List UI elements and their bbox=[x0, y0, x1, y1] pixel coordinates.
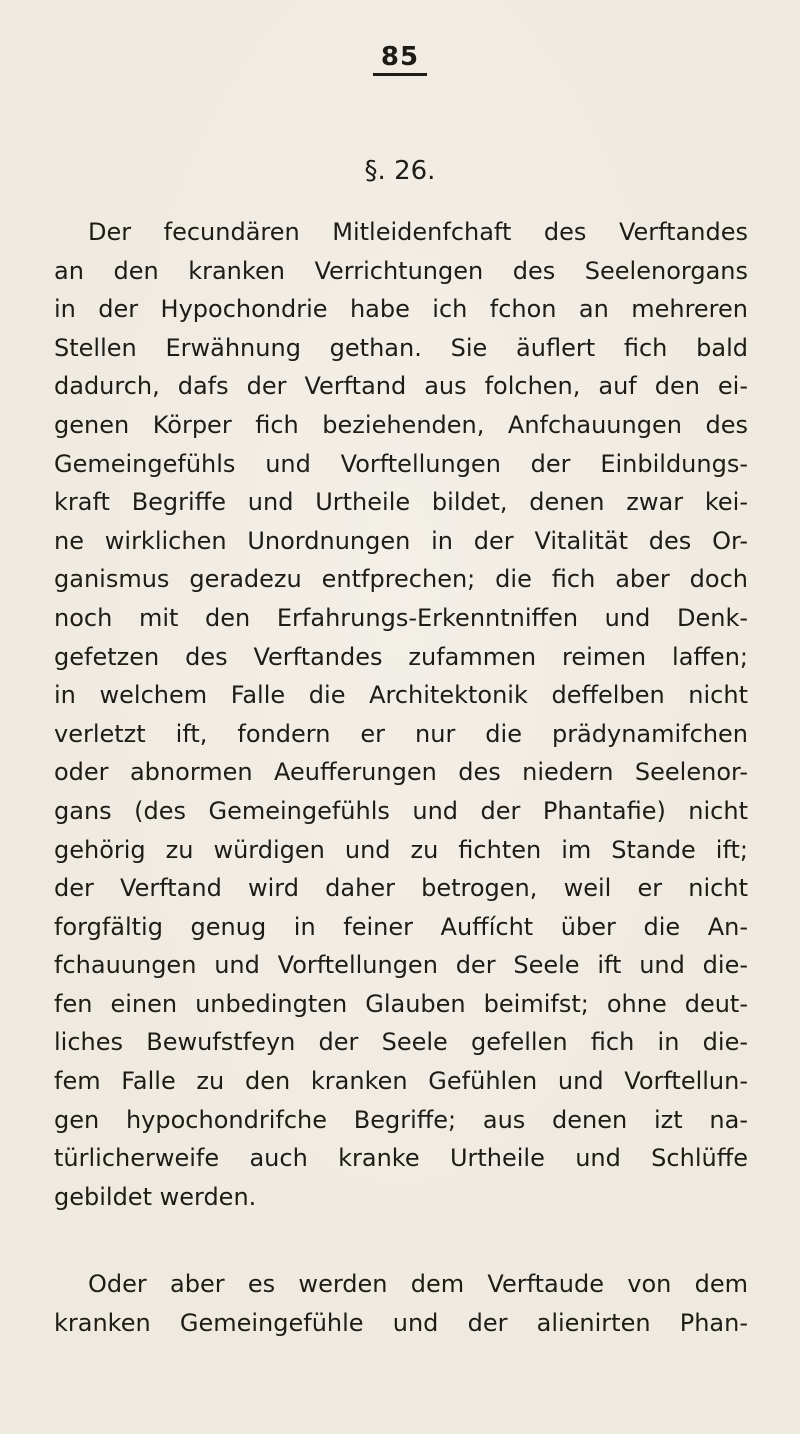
paragraph-2 bbox=[54, 1265, 748, 1342]
text-line: verletzt ift, fondern er nur die prädynamifchen bbox=[54, 719, 748, 748]
text-line: forgfältig genug in feiner Auffícht über die An- bbox=[54, 912, 748, 941]
text-line: fchauungen und Vorftellungen der Seele ift und die- bbox=[54, 951, 748, 980]
section-heading: §. 26. bbox=[364, 156, 436, 186]
text-line: Stellen Erwähnung gethan. Sie äuflert fich bald bbox=[54, 333, 748, 362]
text-line: dadurch, dafs der Verftand aus folchen, auf den ei- bbox=[54, 372, 748, 401]
paragraph-1 bbox=[54, 213, 748, 1216]
text-line: der Verftand wird daher betrogen, weil er nicht bbox=[54, 874, 748, 903]
page-number: 85 bbox=[373, 44, 427, 76]
text-line: noch mit den Erfahrungs-Erkenntniffen und Denk- bbox=[54, 603, 748, 632]
page-number-container bbox=[0, 44, 800, 76]
text-line: an den kranken Verrichtungen des Seelenorgans bbox=[54, 256, 748, 285]
text-line: in welchem Falle die Architektonik deffelben nicht bbox=[54, 681, 748, 710]
text-line: ne wirklichen Unordnungen in der Vitalität des Or- bbox=[54, 526, 748, 555]
text-line: Der fecundären Mitleidenfchaft des Verftandes bbox=[88, 218, 748, 246]
text-line: fem Falle zu den kranken Gefühlen und Vorftellun- bbox=[54, 1067, 748, 1096]
text-line: gefetzen des Verftandes zufammen reimen laffen; bbox=[54, 642, 748, 671]
text-line: fen einen unbedingten Glauben beimifst; ohne deut- bbox=[54, 989, 748, 1018]
text-line: gebildet werden. bbox=[54, 1182, 257, 1211]
text-line: gans (des Gemeingefühls und der Phantafie) nicht bbox=[54, 796, 748, 825]
text-line: kraft Begriffe und Urtheile bildet, denen zwar kei- bbox=[54, 488, 748, 517]
text-line: gehörig zu würdigen und zu fichten im Stande ift; bbox=[54, 835, 748, 864]
text-line: liches Bewufstfeyn der Seele gefellen fich in die- bbox=[54, 1028, 748, 1057]
text-line: genen Körper fich beziehenden, Anfchauungen des bbox=[54, 410, 748, 439]
text-line: ganismus geradezu entfprechen; die fich aber doch bbox=[54, 565, 748, 594]
text-line: Oder aber es werden dem Verftaude von dem bbox=[88, 1270, 748, 1298]
text-line: türlicherweife auch kranke Urtheile und Schlüffe bbox=[54, 1144, 748, 1173]
text-line: in der Hypochondrie habe ich fchon an mehreren bbox=[54, 295, 748, 324]
text-line: oder abnormen Aeufferungen des niedern Seelenor- bbox=[54, 758, 748, 787]
text-line: kranken Gemeingefühle und der alienirten Phan- bbox=[54, 1308, 748, 1337]
text-line: gen hypochondrifche Begriffe; aus denen izt na- bbox=[54, 1105, 748, 1134]
text-line: Gemeingefühls und Vorftellungen der Einbildungs- bbox=[54, 449, 748, 478]
